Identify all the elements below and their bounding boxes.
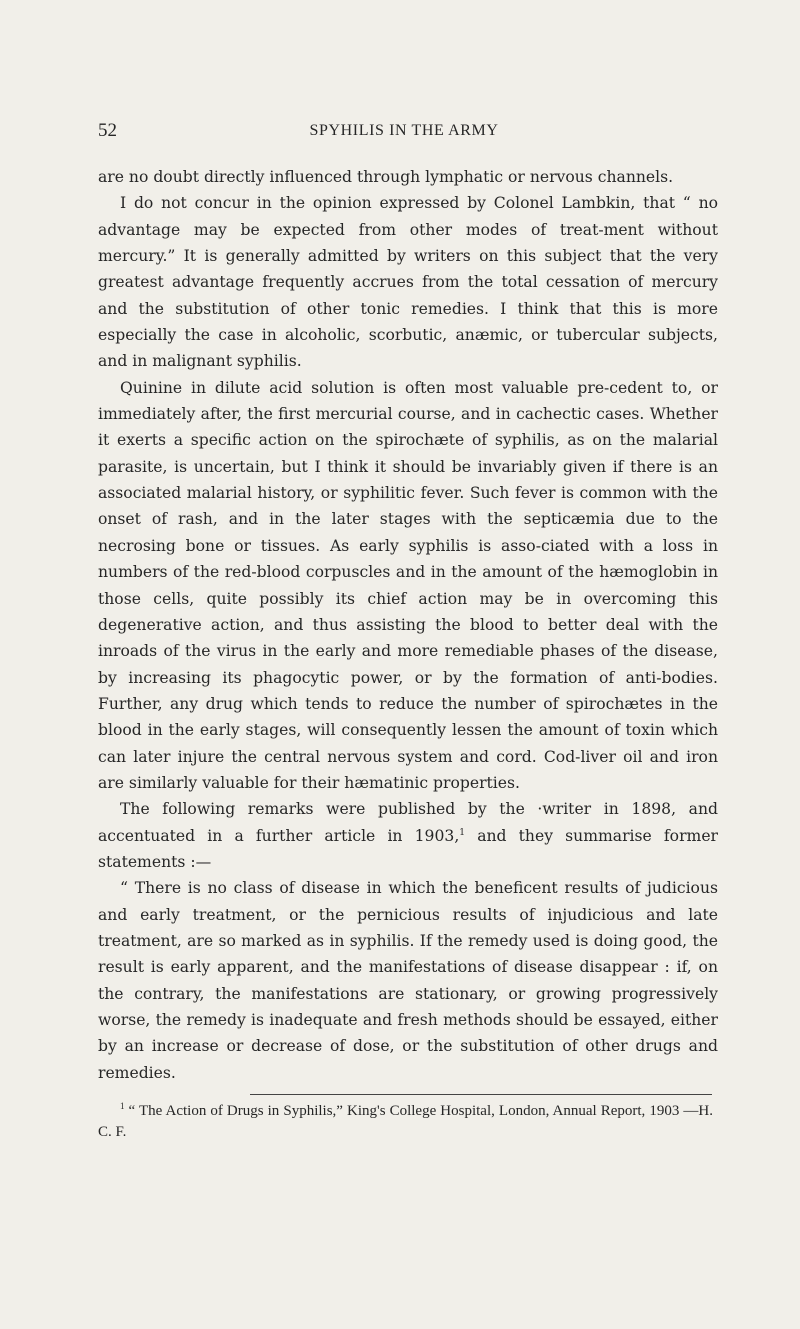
running-title: SPYHILIS IN THE ARMY xyxy=(309,122,499,139)
paragraph-following-remarks xyxy=(98,796,718,875)
footnote-divider xyxy=(250,1094,712,1095)
following-remarks-text: The following remarks were published by the ·writer in 1898, and accentuated in a further article in 1903, xyxy=(98,800,718,845)
body-text xyxy=(98,164,718,1086)
paragraph-continuation: are no doubt directly influenced through lymphatic or nervous channels. xyxy=(98,168,674,186)
running-head xyxy=(98,120,710,144)
paragraph-quinine: Quinine in dilute acid solution is often most valuable pre-cedent to, or immediately after, the first mercurial course, and in cachectic cases. Whether it exerts a specific action on the spirochæte of syphilis, as on the malarial parasite, is uncertain, but I think it should be invariably given if there is an associated malarial history, or syphilitic fever. Such fever is common with the onset of rash, and in the later stages with the septicæmia due to the necrosing bone or tissues. As early syphilis is asso-ciated with a loss in numbers of the red-blood corpuscles and in the amount of the hæmoglobin in those cells, quite possibly its chief action may be in overcoming this degenerative action, and thus assisting the blood to better deal with the inroads of the virus in the early and more remediable phases of the disease, by increasing its phagocytic power, or by the formation of anti-bodies. Further, any drug which tends to reduce the number of spirochætes in the blood in the early stages, will consequently lessen the amount of toxin which can later injure the central nervous system and cord. Cod-liver oil and iron are similarly valuable for their hæmatinic properties. xyxy=(98,378,718,792)
paragraph-lambkin-opinion: I do not concur in the opinion expressed by Colonel Lambkin, that “ no advantage may be expected from other modes of treat-ment without mercury.” It is generally admitted by writers on this subject that the very greatest advantage frequently accrues from the total cessation of mercury and the substitution of other tonic remedies. I think that this is more especially the case in alcoholic, scorbutic, anæmic, or tubercular subjects, and in malignant syphilis. xyxy=(98,194,718,371)
footnote-marker: 1 xyxy=(120,1101,125,1111)
following-remarks-text-end: and they summarise former statements :— xyxy=(98,826,718,871)
footnote xyxy=(98,1101,713,1143)
footnote-reference: 1 xyxy=(459,827,466,838)
footnote-text: “ The Action of Drugs in Syphilis,” King's College Hospital, London, Annual Report, 1903 —H. C. F. xyxy=(98,1103,713,1140)
paragraph-quotation: “ There is no class of disease in which the beneficent results of judicious and early treatment, or the pernicious results of injudicious and late treatment, are so marked as in syphilis. If the remedy used is doing good, the result is early apparent, and the manifestations of disease disappear : if, on the contrary, the manifestations are stationary, or growing progressively worse, the remedy is inadequate and fresh methods should be essayed, either by an increase or decrease of dose, or the substitution of other drugs and remedies. xyxy=(98,879,718,1082)
page-number: 52 xyxy=(98,120,117,141)
